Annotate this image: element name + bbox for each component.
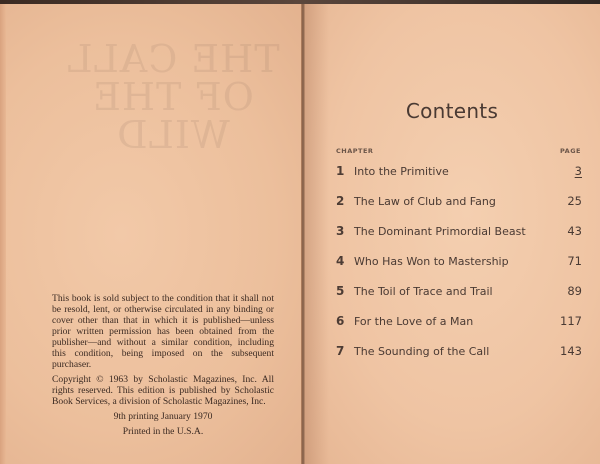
chapter-title: Into the Primitive [354, 164, 449, 178]
page-edge [0, 4, 6, 464]
chapter-number: 1 [336, 164, 345, 178]
chapter-title: The Sounding of the Call [354, 344, 490, 358]
toc-entry [336, 313, 582, 329]
printed-in: Printed in the U.S.A. [122, 426, 204, 437]
gutter-shadow [305, 4, 329, 464]
chapter-number: 7 [336, 344, 345, 358]
chapter-number: 2 [336, 194, 345, 208]
printing-info: 9th printing January 1970 [113, 411, 213, 422]
bleed-line: WILD [116, 113, 230, 157]
chapter-title: The Toil of Trace and Trail [354, 284, 493, 298]
chapter-page: 143 [560, 344, 582, 358]
toc-entry [336, 163, 582, 179]
chapter-page: 43 [567, 224, 582, 238]
chapter-page: 89 [567, 284, 582, 298]
bleed-line: OF THE [92, 75, 254, 119]
chapter-number: 4 [336, 254, 345, 268]
copyright-notice-block [52, 293, 274, 437]
toc-entry [336, 253, 582, 269]
chapter-page: 71 [567, 254, 582, 268]
copyright-statement: Copyright © 1963 by Scholastic Magazines, Inc. All rights reserved. This edition is published by Scholastic Book Services, a division of Scholastic Magazines, Inc. [52, 374, 274, 407]
chapter-number: 5 [336, 284, 345, 298]
page-column-header: PAGE [560, 147, 581, 155]
toc-entry [336, 283, 582, 299]
chapter-page: 25 [567, 194, 582, 208]
resale-notice: This book is sold subject to the condition that it shall not be resold, lent, or otherwise circulated in any binding or cover other than that in which it is published—unless prior written permission has been obtained from the publisher—and without a similar condition, including this condition, being imposed on the subsequent purchaser. [52, 293, 274, 370]
chapter-number: 3 [336, 224, 345, 238]
toc-entry [336, 193, 582, 209]
contents-title: Contents [405, 99, 499, 123]
toc-entry [336, 223, 582, 239]
toc-entry [336, 343, 582, 359]
chapter-title: For the Love of a Man [354, 314, 474, 328]
chapter-page: 117 [560, 314, 582, 328]
chapter-column-header: CHAPTER [336, 147, 374, 155]
bleed-line: THE CALL [66, 37, 280, 81]
chapter-title: Who Has Won to Mastership [354, 254, 509, 268]
chapter-page: 3 [574, 164, 582, 178]
bleed-through-title [58, 37, 288, 157]
chapter-title: The Dominant Primordial Beast [354, 224, 526, 238]
chapter-title: The Law of Club and Fang [354, 194, 496, 208]
chapter-number: 6 [336, 314, 345, 328]
